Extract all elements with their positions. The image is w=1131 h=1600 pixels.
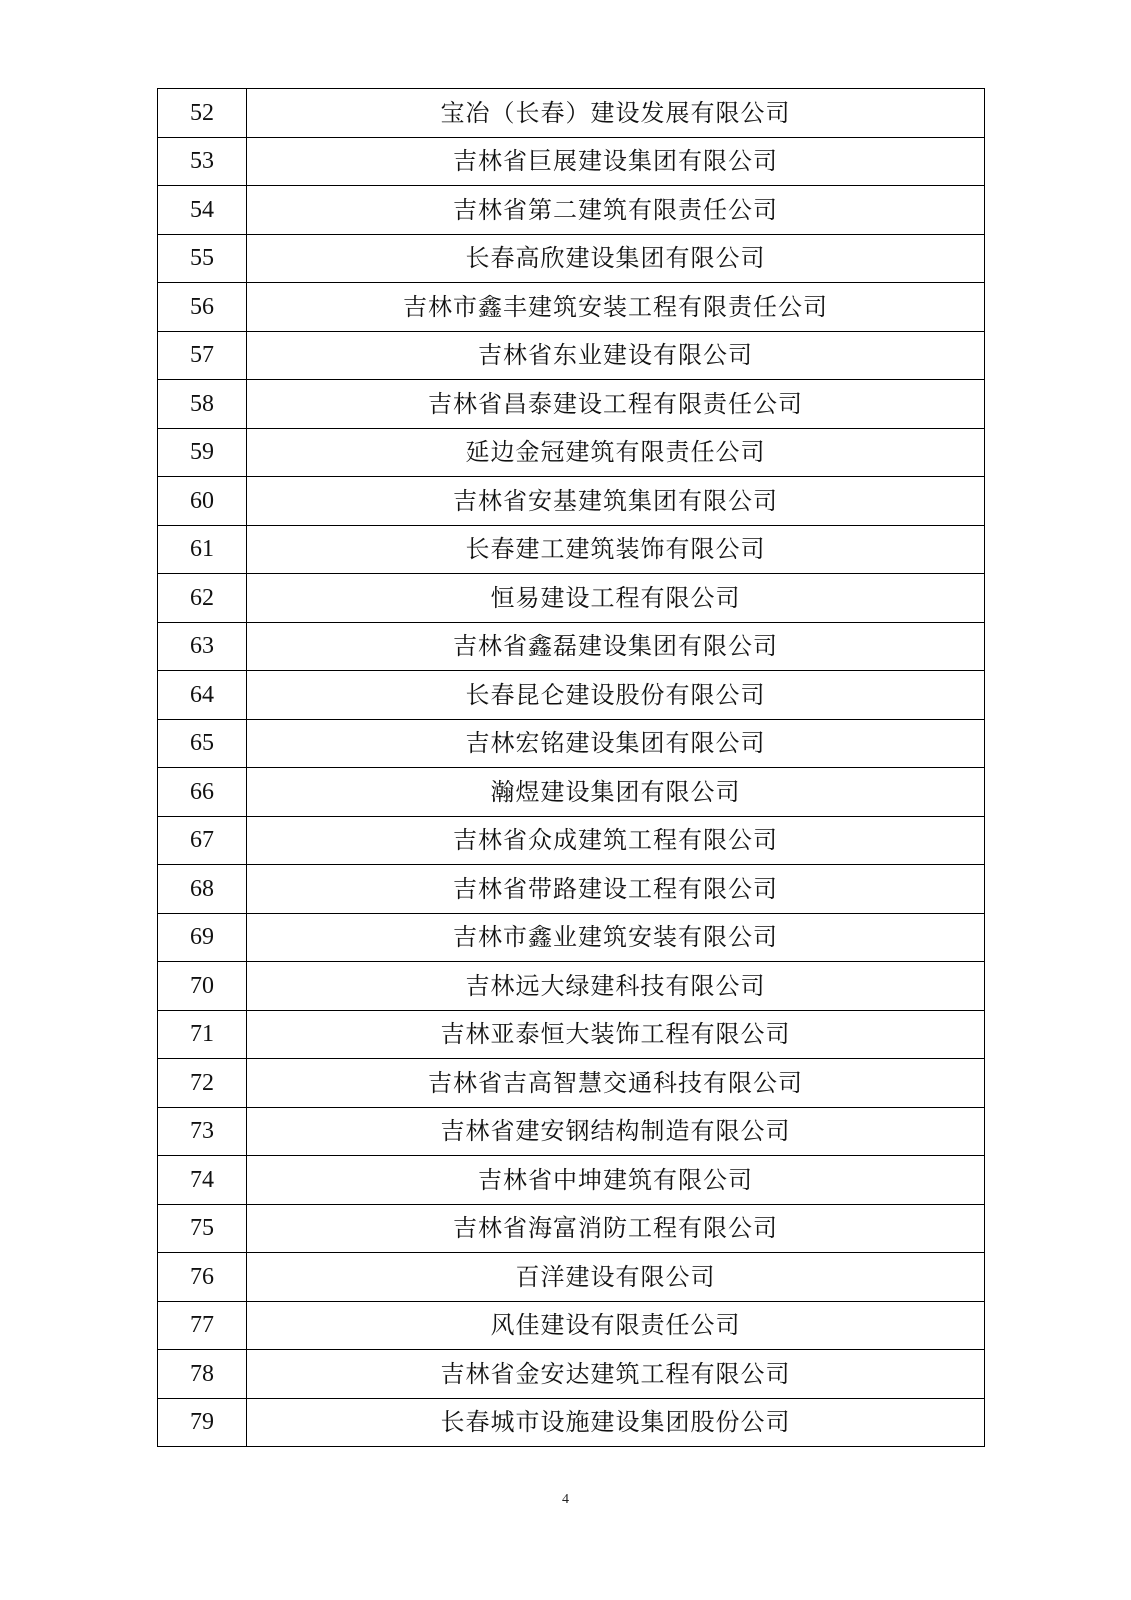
row-number: 54 bbox=[158, 186, 247, 235]
company-list-table bbox=[157, 88, 985, 1447]
company-name: 吉林省带路建设工程有限公司 bbox=[247, 865, 985, 914]
row-number: 56 bbox=[158, 283, 247, 332]
row-number: 57 bbox=[158, 331, 247, 380]
table-row bbox=[158, 186, 985, 235]
row-number: 75 bbox=[158, 1204, 247, 1253]
row-number: 67 bbox=[158, 816, 247, 865]
company-name: 吉林省巨展建设集团有限公司 bbox=[247, 137, 985, 186]
company-name: 吉林市鑫丰建筑安装工程有限责任公司 bbox=[247, 283, 985, 332]
company-name: 延边金冠建筑有限责任公司 bbox=[247, 428, 985, 477]
table-row bbox=[158, 428, 985, 477]
row-number: 66 bbox=[158, 768, 247, 817]
table-row bbox=[158, 622, 985, 671]
table-row bbox=[158, 1350, 985, 1399]
row-number: 76 bbox=[158, 1253, 247, 1302]
company-name: 吉林亚泰恒大装饰工程有限公司 bbox=[247, 1010, 985, 1059]
company-name: 长春高欣建设集团有限公司 bbox=[247, 234, 985, 283]
table-row bbox=[158, 1398, 985, 1447]
table-row bbox=[158, 1059, 985, 1108]
company-name: 百洋建设有限公司 bbox=[247, 1253, 985, 1302]
table-row bbox=[158, 913, 985, 962]
table-row bbox=[158, 137, 985, 186]
table-row bbox=[158, 1204, 985, 1253]
company-name: 吉林省众成建筑工程有限公司 bbox=[247, 816, 985, 865]
row-number: 72 bbox=[158, 1059, 247, 1108]
company-name: 吉林省东业建设有限公司 bbox=[247, 331, 985, 380]
company-name: 宝冶（长春）建设发展有限公司 bbox=[247, 89, 985, 138]
company-name: 吉林省安基建筑集团有限公司 bbox=[247, 477, 985, 526]
company-list-body bbox=[158, 89, 985, 1447]
row-number: 55 bbox=[158, 234, 247, 283]
table-row bbox=[158, 719, 985, 768]
company-name: 吉林宏铭建设集团有限公司 bbox=[247, 719, 985, 768]
row-number: 59 bbox=[158, 428, 247, 477]
table-row bbox=[158, 89, 985, 138]
row-number: 73 bbox=[158, 1107, 247, 1156]
row-number: 61 bbox=[158, 525, 247, 574]
company-name: 长春城市设施建设集团股份公司 bbox=[247, 1398, 985, 1447]
company-name: 吉林省吉高智慧交通科技有限公司 bbox=[247, 1059, 985, 1108]
row-number: 60 bbox=[158, 477, 247, 526]
company-name: 吉林省金安达建筑工程有限公司 bbox=[247, 1350, 985, 1399]
row-number: 64 bbox=[158, 671, 247, 720]
table-row bbox=[158, 525, 985, 574]
row-number: 62 bbox=[158, 574, 247, 623]
row-number: 77 bbox=[158, 1301, 247, 1350]
row-number: 65 bbox=[158, 719, 247, 768]
row-number: 69 bbox=[158, 913, 247, 962]
table-row bbox=[158, 1156, 985, 1205]
company-name: 恒易建设工程有限公司 bbox=[247, 574, 985, 623]
table-row bbox=[158, 234, 985, 283]
company-name: 吉林省中坤建筑有限公司 bbox=[247, 1156, 985, 1205]
page-number: 4 bbox=[562, 1492, 569, 1507]
table-row bbox=[158, 1010, 985, 1059]
company-name: 长春昆仑建设股份有限公司 bbox=[247, 671, 985, 720]
table-row bbox=[158, 962, 985, 1011]
table-row bbox=[158, 768, 985, 817]
company-name: 吉林省鑫磊建设集团有限公司 bbox=[247, 622, 985, 671]
row-number: 58 bbox=[158, 380, 247, 429]
table-row bbox=[158, 283, 985, 332]
company-name: 吉林省昌泰建设工程有限责任公司 bbox=[247, 380, 985, 429]
table-row bbox=[158, 865, 985, 914]
table-row bbox=[158, 816, 985, 865]
row-number: 70 bbox=[158, 962, 247, 1011]
company-name: 吉林省第二建筑有限责任公司 bbox=[247, 186, 985, 235]
table-row bbox=[158, 671, 985, 720]
table-row bbox=[158, 574, 985, 623]
row-number: 63 bbox=[158, 622, 247, 671]
table-row bbox=[158, 1107, 985, 1156]
company-name: 风佳建设有限责任公司 bbox=[247, 1301, 985, 1350]
table-row bbox=[158, 1253, 985, 1302]
row-number: 52 bbox=[158, 89, 247, 138]
row-number: 71 bbox=[158, 1010, 247, 1059]
company-name: 吉林远大绿建科技有限公司 bbox=[247, 962, 985, 1011]
company-name: 吉林市鑫业建筑安装有限公司 bbox=[247, 913, 985, 962]
row-number: 78 bbox=[158, 1350, 247, 1399]
table-row bbox=[158, 1301, 985, 1350]
table-row bbox=[158, 380, 985, 429]
company-name: 吉林省海富消防工程有限公司 bbox=[247, 1204, 985, 1253]
table-row bbox=[158, 477, 985, 526]
row-number: 68 bbox=[158, 865, 247, 914]
row-number: 74 bbox=[158, 1156, 247, 1205]
company-name: 长春建工建筑装饰有限公司 bbox=[247, 525, 985, 574]
company-name: 吉林省建安钢结构制造有限公司 bbox=[247, 1107, 985, 1156]
company-name: 瀚煜建设集团有限公司 bbox=[247, 768, 985, 817]
row-number: 53 bbox=[158, 137, 247, 186]
table-row bbox=[158, 331, 985, 380]
row-number: 79 bbox=[158, 1398, 247, 1447]
